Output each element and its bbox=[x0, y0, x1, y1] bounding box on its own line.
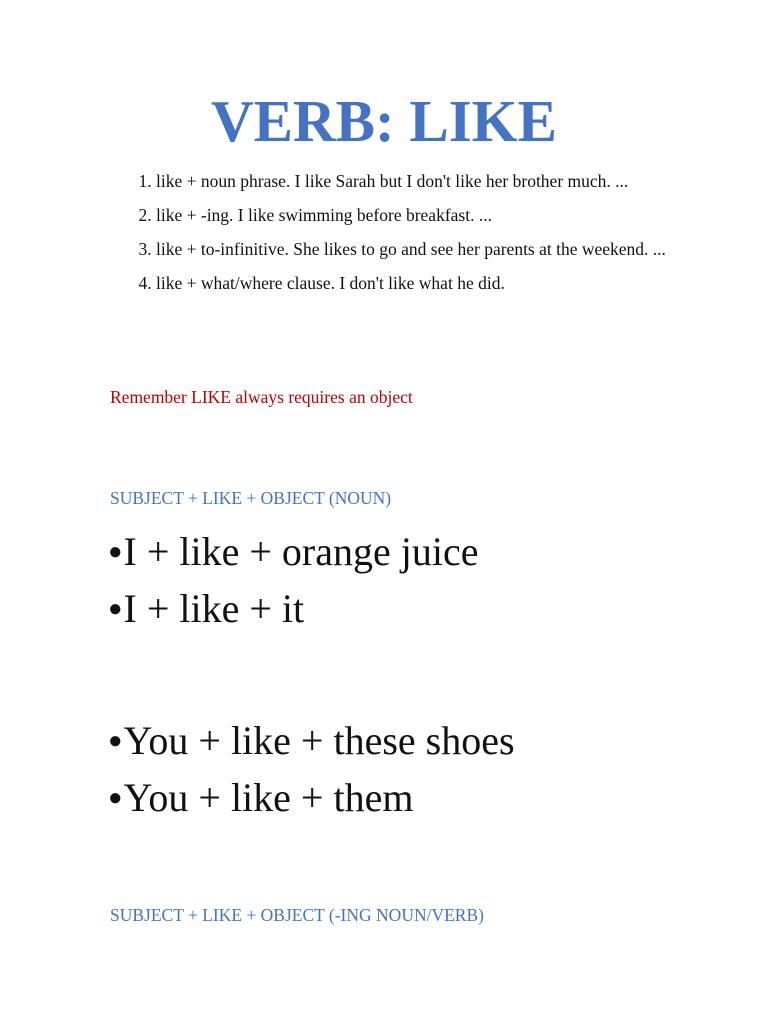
example-line bbox=[108, 717, 515, 765]
reminder-note: Remember LIKE always requires an object bbox=[110, 387, 413, 407]
bullet-icon: ● bbox=[108, 539, 123, 565]
page-title: VERB: LIKE bbox=[211, 88, 557, 154]
example-line bbox=[108, 528, 478, 576]
rule-item: 4. like + what/where clause. I don't like what he did. bbox=[156, 272, 716, 294]
rule-item: 2. like + -ing. I like swimming before breakfast. ... bbox=[156, 204, 716, 226]
bullet-icon: ● bbox=[108, 785, 123, 811]
pattern-heading-noun: SUBJECT + LIKE + OBJECT (NOUN) bbox=[110, 488, 392, 508]
bullet-icon: ● bbox=[108, 728, 123, 754]
rule-item: 3. like + to-infinitive. She likes to go and see her parents at the weekend. ... bbox=[156, 238, 716, 260]
example-text: I + like + orange juice bbox=[123, 529, 479, 574]
example-text: You + like + these shoes bbox=[123, 718, 515, 763]
example-text: You + like + them bbox=[123, 775, 414, 820]
rule-item: 1. like + noun phrase. I like Sarah but I don't like her brother much. ... bbox=[156, 170, 716, 192]
example-line bbox=[108, 774, 413, 822]
example-line bbox=[108, 585, 304, 633]
bullet-icon: ● bbox=[108, 596, 123, 622]
pattern-heading-ing: SUBJECT + LIKE + OBJECT (-ING NOUN/VERB) bbox=[110, 905, 484, 925]
usage-rules-list bbox=[118, 170, 716, 306]
example-text: I + like + it bbox=[123, 586, 305, 631]
